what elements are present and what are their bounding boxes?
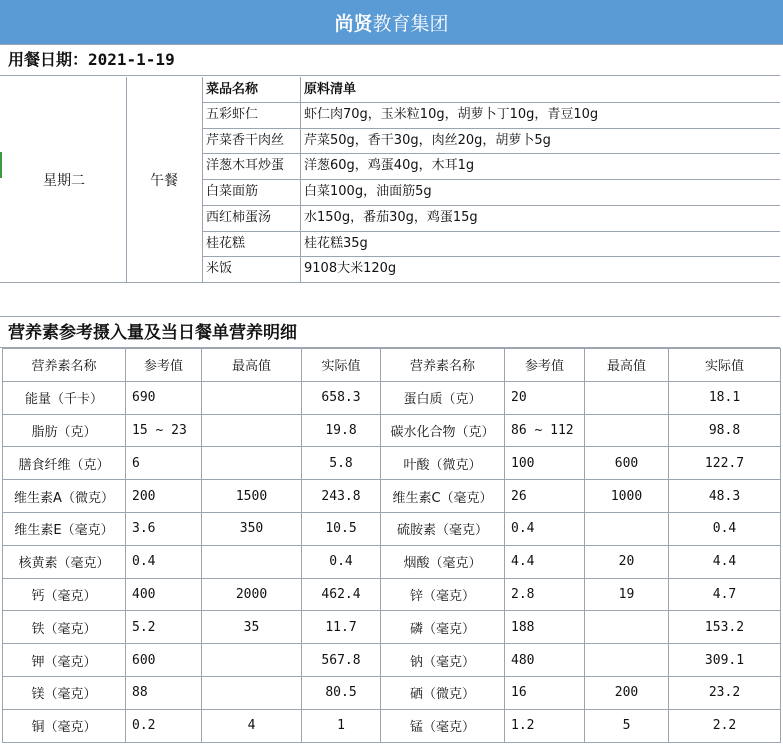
blank-row bbox=[0, 282, 780, 316]
value-cell[interactable]: 11.7 bbox=[302, 611, 381, 644]
nutrient-name-cell[interactable]: 钾（毫克） bbox=[3, 644, 126, 677]
value-cell[interactable] bbox=[202, 644, 302, 677]
dish-name[interactable]: 洋葱木耳炒蛋 bbox=[206, 158, 285, 174]
value-cell[interactable] bbox=[585, 512, 669, 545]
nutrient-name-cell[interactable]: 锌（毫克） bbox=[381, 578, 505, 611]
value-cell[interactable]: 2000 bbox=[202, 578, 302, 611]
value-cell[interactable]: 86 ~ 112 bbox=[505, 414, 585, 447]
dish-ingredients[interactable]: 桂花糕35g bbox=[304, 235, 368, 251]
dish-ingredients[interactable]: 虾仁肉70g，玉米粒10g，胡萝卜丁10g，青豆10g bbox=[304, 107, 599, 122]
nutrient-name-cell[interactable]: 磷（毫克） bbox=[381, 611, 505, 644]
nutrient-name-cell[interactable]: 维生素C（毫克） bbox=[381, 480, 505, 513]
value-cell[interactable]: 3.6 bbox=[126, 512, 202, 545]
table-row bbox=[3, 512, 781, 545]
dish-name[interactable]: 桂花糕 bbox=[206, 235, 246, 251]
table-row bbox=[3, 611, 781, 644]
column-header[interactable]: 营养素名称 bbox=[381, 349, 505, 382]
nutrient-name-cell[interactable]: 维生素E（毫克） bbox=[3, 512, 126, 545]
value-cell[interactable]: 0.4 bbox=[669, 512, 781, 545]
value-cell[interactable] bbox=[202, 545, 302, 578]
nutrient-name-cell[interactable]: 铁（毫克） bbox=[3, 611, 126, 644]
value-cell[interactable]: 188 bbox=[505, 611, 585, 644]
nutrient-name-cell[interactable]: 维生素A（微克） bbox=[3, 480, 126, 513]
value-cell[interactable]: 690 bbox=[126, 381, 202, 414]
value-cell[interactable]: 567.8 bbox=[302, 644, 381, 677]
value-cell[interactable]: 16 bbox=[505, 676, 585, 709]
nutrient-name-cell[interactable]: 脂肪（克） bbox=[3, 414, 126, 447]
value-cell[interactable]: 98.8 bbox=[669, 414, 781, 447]
meal-date[interactable]: 用餐日期：2021-1-19 bbox=[0, 44, 780, 76]
header-banner bbox=[0, 0, 783, 45]
value-cell[interactable]: 0.4 bbox=[505, 512, 585, 545]
table-row bbox=[3, 709, 781, 742]
header-title-bold: 尚贤 bbox=[334, 12, 373, 35]
value-cell[interactable] bbox=[585, 644, 669, 677]
value-cell[interactable]: 243.8 bbox=[302, 480, 381, 513]
value-cell[interactable]: 153.2 bbox=[669, 611, 781, 644]
table-row bbox=[3, 414, 781, 447]
value-cell[interactable]: 20 bbox=[585, 545, 669, 578]
value-cell[interactable]: 2.2 bbox=[669, 709, 781, 742]
value-cell[interactable]: 19.8 bbox=[302, 414, 381, 447]
dish-name[interactable]: 芹菜香干肉丝 bbox=[206, 132, 285, 148]
value-cell[interactable]: 4.7 bbox=[669, 578, 781, 611]
value-cell[interactable]: 600 bbox=[585, 447, 669, 480]
value-cell[interactable]: 10.5 bbox=[302, 512, 381, 545]
value-cell[interactable]: 35 bbox=[202, 611, 302, 644]
nutrient-name-cell[interactable]: 蛋白质（克） bbox=[381, 381, 505, 414]
header-title-rest: 教育集团 bbox=[372, 12, 449, 35]
day-cell[interactable]: 星期二 bbox=[2, 77, 127, 282]
value-cell[interactable]: 1500 bbox=[202, 480, 302, 513]
value-cell[interactable]: 23.2 bbox=[669, 676, 781, 709]
column-header[interactable]: 参考值 bbox=[126, 349, 202, 382]
nutrient-name-cell[interactable]: 膳食纤维（克） bbox=[3, 447, 126, 480]
value-cell[interactable]: 658.3 bbox=[302, 381, 381, 414]
nutrient-name-cell[interactable]: 硒（微克） bbox=[381, 676, 505, 709]
value-cell[interactable]: 5.2 bbox=[126, 611, 202, 644]
nutrient-name-cell[interactable]: 铜（毫克） bbox=[3, 709, 126, 742]
value-cell[interactable]: 122.7 bbox=[669, 447, 781, 480]
nutrition-header-row bbox=[3, 349, 781, 382]
value-cell[interactable]: 1000 bbox=[585, 480, 669, 513]
value-cell[interactable]: 480 bbox=[505, 644, 585, 677]
value-cell[interactable]: 4.4 bbox=[505, 545, 585, 578]
nutrient-name-cell[interactable]: 钠（毫克） bbox=[381, 644, 505, 677]
column-header[interactable]: 营养素名称 bbox=[3, 349, 126, 382]
value-cell[interactable] bbox=[585, 611, 669, 644]
table-row bbox=[3, 545, 781, 578]
value-cell[interactable]: 1.2 bbox=[505, 709, 585, 742]
dish-ingredients[interactable]: 水150g，番茄30g，鸡蛋15g bbox=[304, 209, 478, 225]
nutrient-name-cell[interactable]: 硫胺素（毫克） bbox=[381, 512, 505, 545]
value-cell[interactable]: 5 bbox=[585, 709, 669, 742]
value-cell[interactable] bbox=[202, 414, 302, 447]
value-cell[interactable]: 462.4 bbox=[302, 578, 381, 611]
meal-cell[interactable]: 午餐 bbox=[126, 77, 203, 282]
nutrient-name-cell[interactable]: 镁（毫克） bbox=[3, 676, 126, 709]
value-cell[interactable]: 4 bbox=[202, 709, 302, 742]
value-cell[interactable]: 200 bbox=[585, 676, 669, 709]
value-cell[interactable]: 20 bbox=[505, 381, 585, 414]
value-cell[interactable]: 1 bbox=[302, 709, 381, 742]
menu-block bbox=[2, 77, 780, 282]
value-cell[interactable]: 0.2 bbox=[126, 709, 202, 742]
value-cell[interactable]: 19 bbox=[585, 578, 669, 611]
value-cell[interactable]: 309.1 bbox=[669, 644, 781, 677]
value-cell[interactable]: 18.1 bbox=[669, 381, 781, 414]
dish-name[interactable]: 米饭 bbox=[206, 261, 233, 277]
table-row bbox=[3, 578, 781, 611]
dish-ingredients[interactable]: 9108大米120g bbox=[304, 261, 397, 277]
value-cell[interactable]: 350 bbox=[202, 512, 302, 545]
value-cell[interactable]: 26 bbox=[505, 480, 585, 513]
table-row bbox=[3, 447, 781, 480]
table-row bbox=[3, 676, 781, 709]
column-header[interactable]: 最高值 bbox=[202, 349, 302, 382]
menu-header-dish[interactable]: 菜品名称 bbox=[206, 82, 259, 97]
table-row bbox=[3, 381, 781, 414]
nutrient-name-cell[interactable]: 烟酸（毫克） bbox=[381, 545, 505, 578]
dish-name[interactable]: 西红柿蛋汤 bbox=[206, 209, 272, 225]
column-header[interactable]: 实际值 bbox=[302, 349, 381, 382]
value-cell[interactable]: 5.8 bbox=[302, 447, 381, 480]
nutrient-name-cell[interactable]: 叶酸（微克） bbox=[381, 447, 505, 480]
value-cell[interactable]: 15 ~ 23 bbox=[126, 414, 202, 447]
nutrition-table bbox=[2, 348, 781, 743]
value-cell[interactable]: 0.4 bbox=[302, 545, 381, 578]
dish-ingredients[interactable]: 白菜100g，油面筋5g bbox=[304, 184, 432, 200]
value-cell[interactable] bbox=[202, 381, 302, 414]
nutrient-name-cell[interactable]: 钙（毫克） bbox=[3, 578, 126, 611]
nutrient-name-cell[interactable]: 锰（毫克） bbox=[381, 709, 505, 742]
table-row bbox=[3, 644, 781, 677]
value-cell[interactable] bbox=[585, 381, 669, 414]
column-header[interactable]: 参考值 bbox=[505, 349, 585, 382]
nutrient-name-cell[interactable]: 核黄素（毫克） bbox=[3, 545, 126, 578]
dish-name[interactable]: 五彩虾仁 bbox=[206, 107, 259, 122]
value-cell[interactable]: 48.3 bbox=[669, 480, 781, 513]
value-cell[interactable]: 200 bbox=[126, 480, 202, 513]
value-cell[interactable]: 6 bbox=[126, 447, 202, 480]
table-row bbox=[3, 480, 781, 513]
dish-name[interactable]: 白菜面筋 bbox=[206, 184, 259, 200]
nutrient-name-cell[interactable]: 能量（千卡） bbox=[3, 381, 126, 414]
value-cell[interactable]: 100 bbox=[505, 447, 585, 480]
column-header[interactable]: 最高值 bbox=[585, 349, 669, 382]
value-cell[interactable] bbox=[585, 414, 669, 447]
value-cell[interactable]: 400 bbox=[126, 578, 202, 611]
column-header[interactable]: 实际值 bbox=[669, 349, 781, 382]
value-cell[interactable]: 4.4 bbox=[669, 545, 781, 578]
menu-header-ingredients[interactable]: 原料清单 bbox=[304, 82, 357, 97]
dish-ingredients[interactable]: 芹菜50g，香干30g，肉丝20g，胡萝卜5g bbox=[304, 132, 551, 148]
nutrient-name-cell[interactable]: 碳水化合物（克） bbox=[381, 414, 505, 447]
dish-ingredients[interactable]: 洋葱60g，鸡蛋40g，木耳1g bbox=[304, 158, 475, 174]
value-cell[interactable]: 80.5 bbox=[302, 676, 381, 709]
value-cell[interactable]: 0.4 bbox=[126, 545, 202, 578]
value-cell[interactable]: 88 bbox=[126, 676, 202, 709]
value-cell[interactable] bbox=[202, 676, 302, 709]
nutrition-title[interactable]: 营养素参考摄入量及当日餐单营养明细 bbox=[0, 316, 780, 348]
value-cell[interactable]: 600 bbox=[126, 644, 202, 677]
value-cell[interactable]: 2.8 bbox=[505, 578, 585, 611]
value-cell[interactable] bbox=[202, 447, 302, 480]
